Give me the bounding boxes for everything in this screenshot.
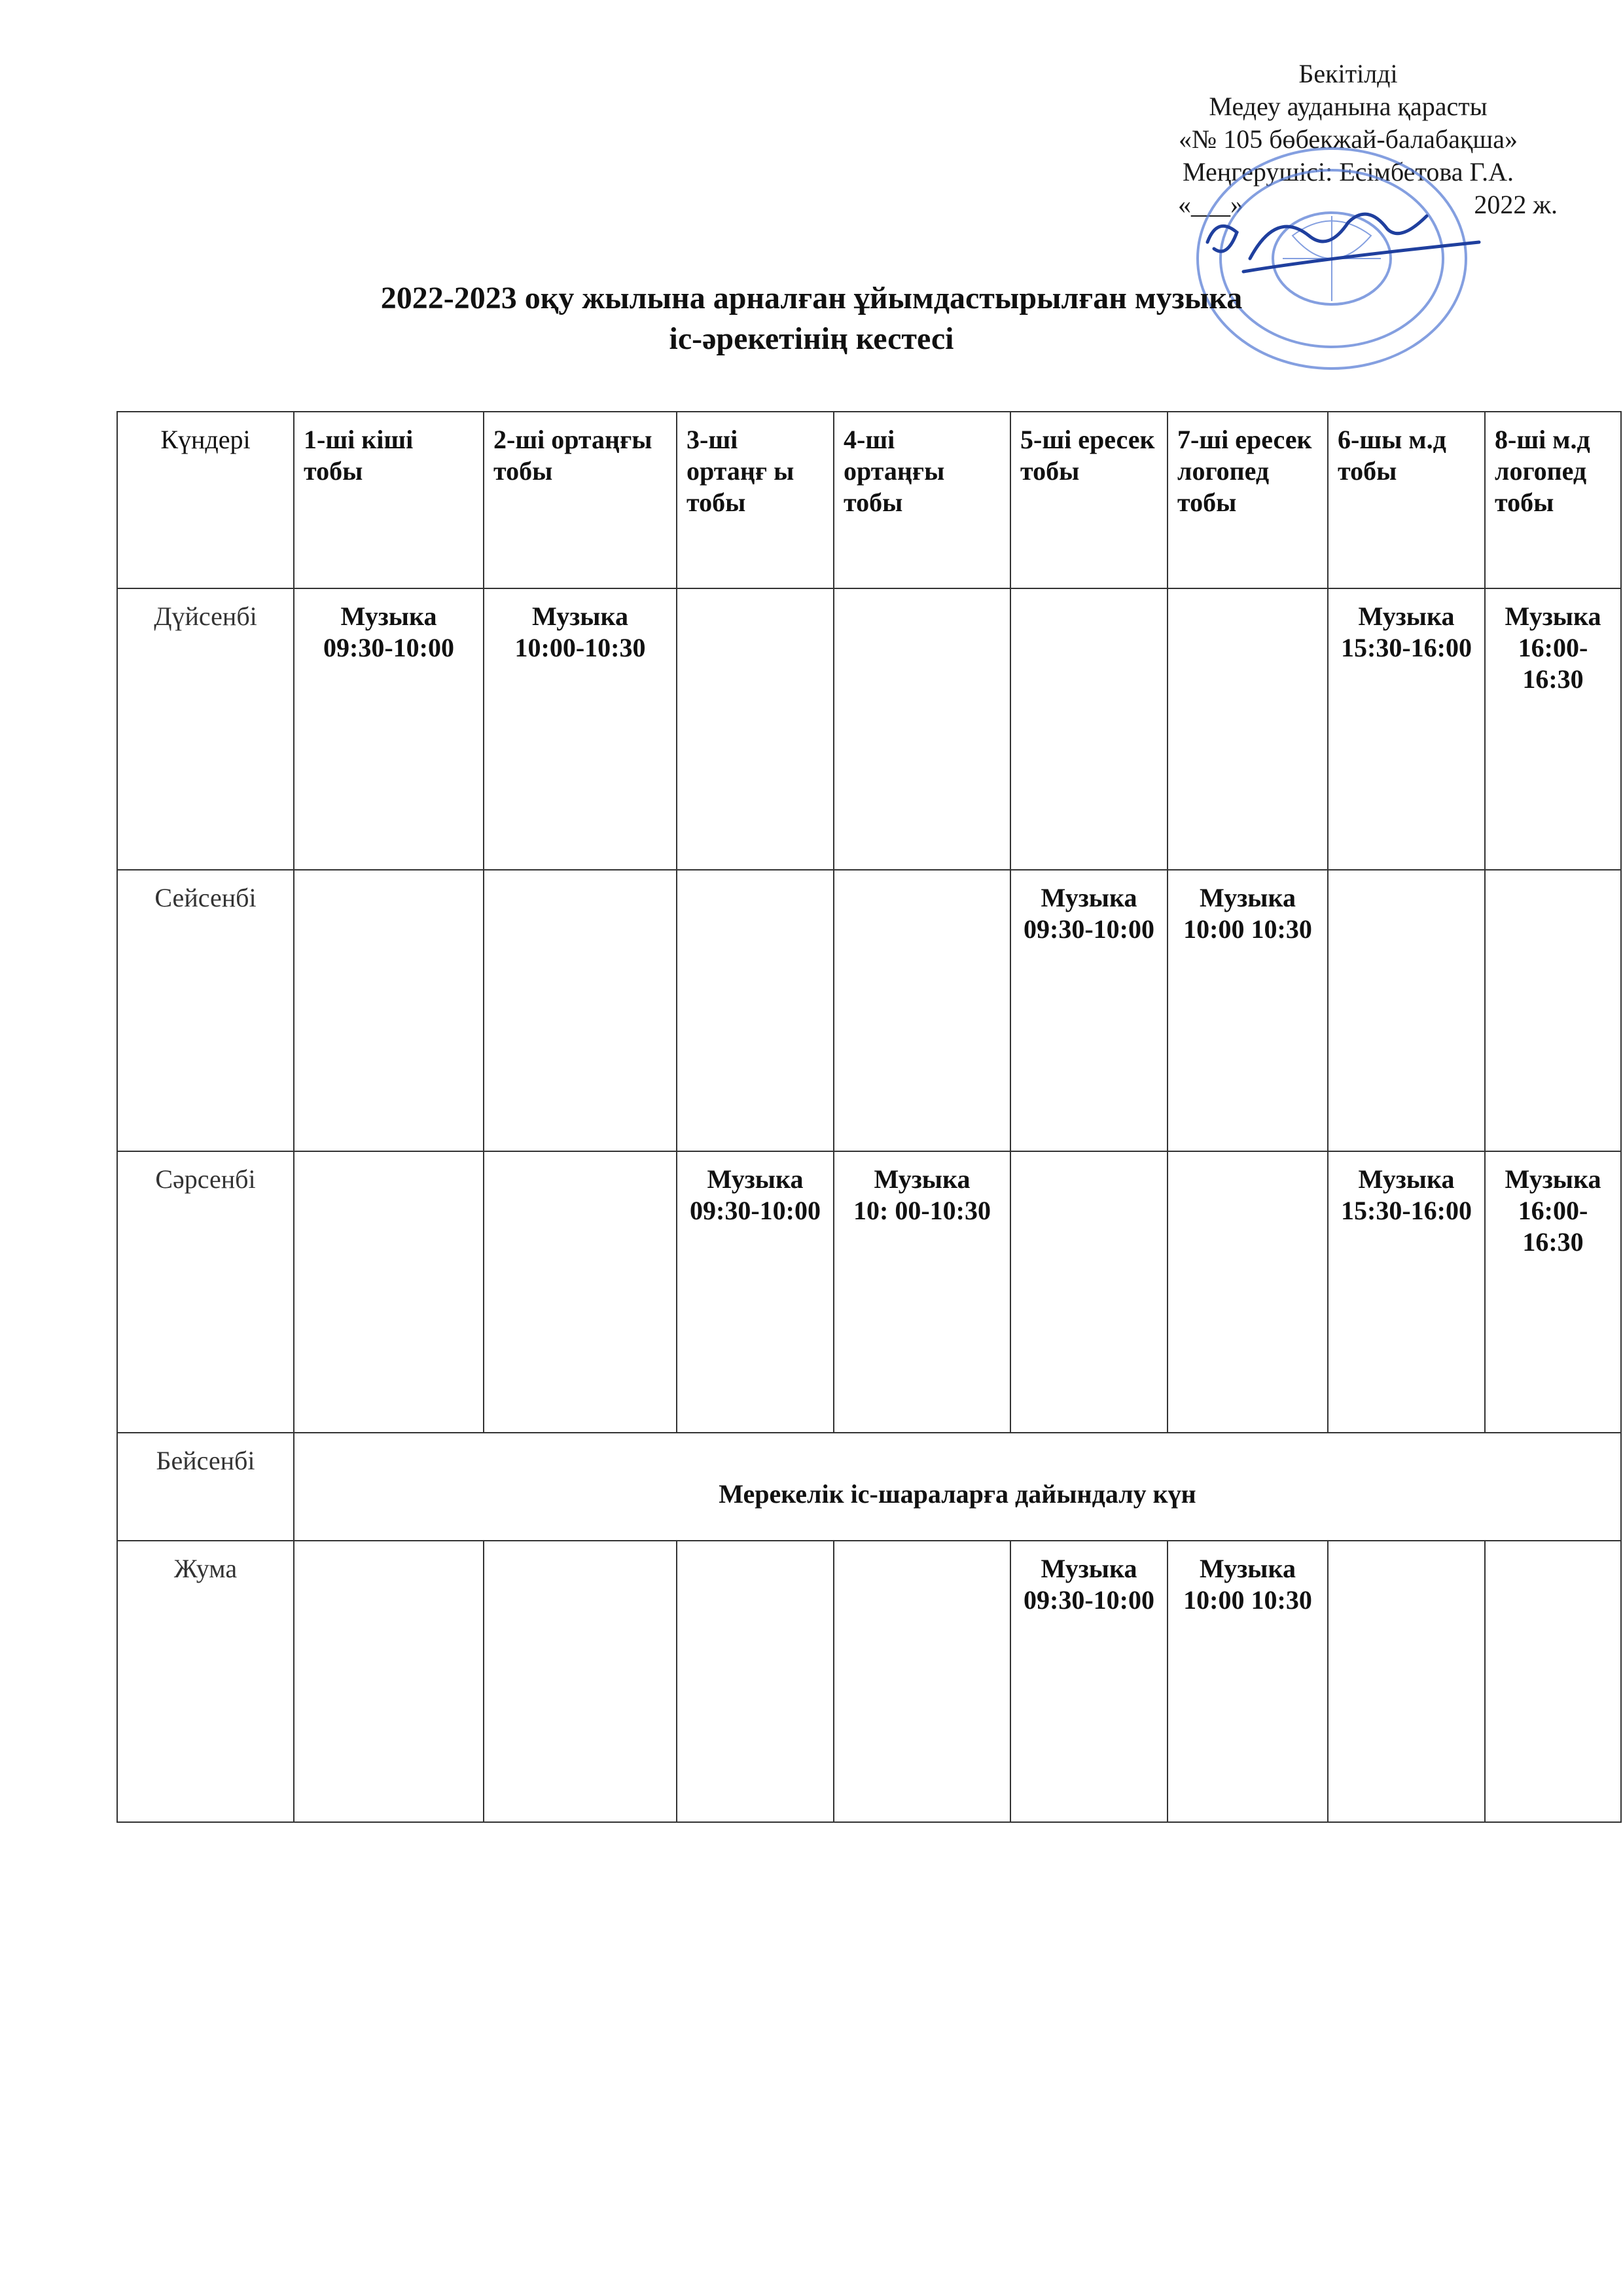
schedule-cell: Музыка 15:30-16:00: [1328, 1151, 1485, 1433]
header-group-4: 4-ші ортаңғы тобы: [834, 412, 1010, 588]
schedule-cell: [294, 1541, 484, 1822]
header-days: Күндері: [117, 412, 294, 588]
table-row: [117, 588, 1621, 870]
schedule-cell: Музыка 09:30-10:00: [677, 1151, 834, 1433]
table-header-row: [117, 412, 1621, 588]
title-line-1: 2022-2023 оқу жылына арналған ұйымдастырылған музыка: [380, 281, 1243, 315]
schedule-cell: [1485, 870, 1621, 1151]
approval-line-3: «№ 105 бөбекжай-балабақша»: [1179, 124, 1518, 154]
schedule-cell: [1328, 1541, 1485, 1822]
schedule-cell: Музыка 09:30-10:00: [1010, 870, 1168, 1151]
approval-line-4: Меңгерушісі: Есімбетова Г.А.: [1183, 157, 1514, 187]
day-cell: Сәрсенбі: [117, 1151, 294, 1433]
schedule-cell: [677, 870, 834, 1151]
header-group-8: 8-ші м.д логопед тобы: [1485, 412, 1621, 588]
approval-line-2: Медеу ауданына қарасты: [1209, 92, 1488, 121]
schedule-cell: [834, 588, 1010, 870]
header-group-5: 5-ші ересек тобы: [1010, 412, 1168, 588]
schedule-cell: Музыка 16:00-16:30: [1485, 1151, 1621, 1433]
approval-date-day: «___»: [1178, 190, 1243, 219]
schedule-cell: [294, 870, 484, 1151]
schedule-cell: [677, 1541, 834, 1822]
title-line-2: іс-әрекетінің кестесі: [669, 321, 954, 356]
schedule-cell: [1010, 588, 1168, 870]
schedule-cell: Музыка 10:00-10:30: [484, 588, 677, 870]
schedule-cell: [294, 1151, 484, 1433]
table-row: [117, 1151, 1621, 1433]
document-title: [0, 278, 1623, 359]
schedule-cell: [1010, 1151, 1168, 1433]
table-row: [117, 1541, 1621, 1822]
schedule-cell: Музыка 16:00-16:30: [1485, 588, 1621, 870]
schedule-cell: [834, 870, 1010, 1151]
schedule-cell: [677, 588, 834, 870]
table-row: [117, 870, 1621, 1151]
day-cell: Дүйсенбі: [117, 588, 294, 870]
day-cell: Жума: [117, 1541, 294, 1822]
schedule-cell: Музыка 09:30-10:00: [1010, 1541, 1168, 1822]
header-group-7: 7-ші ересек логопед тобы: [1168, 412, 1328, 588]
approval-date-year: 2022 ж.: [1474, 190, 1558, 219]
holiday-prep-cell: Мерекелік іс-шараларға дайындалу күн: [294, 1433, 1621, 1541]
schedule-cell: [1328, 870, 1485, 1151]
schedule-cell: [484, 870, 677, 1151]
schedule-cell: Музыка 10:00 10:30: [1168, 870, 1328, 1151]
schedule-cell: [484, 1151, 677, 1433]
schedule-cell: [834, 1541, 1010, 1822]
header-group-3: 3-ші ортаңғ ы тобы: [677, 412, 834, 588]
schedule-cell: Музыка 10: 00-10:30: [834, 1151, 1010, 1433]
schedule-cell: [484, 1541, 677, 1822]
header-group-6: 6-шы м.д тобы: [1328, 412, 1485, 588]
header-group-1: 1-ші кіші тобы: [294, 412, 484, 588]
schedule-cell: Музыка 10:00 10:30: [1168, 1541, 1328, 1822]
schedule-cell: Музыка 09:30-10:00: [294, 588, 484, 870]
schedule-cell: [1485, 1541, 1621, 1822]
schedule-table: [116, 411, 1622, 1823]
schedule-cell: [1168, 1151, 1328, 1433]
schedule-cell: Музыка 15:30-16:00: [1328, 588, 1485, 870]
approval-line-1: Бекітілді: [1298, 59, 1398, 88]
day-cell: Бейсенбі: [117, 1433, 294, 1541]
day-cell: Сейсенбі: [117, 870, 294, 1151]
schedule-cell: [1168, 588, 1328, 870]
table-row: [117, 1433, 1621, 1541]
header-group-2: 2-ші ортаңғы тобы: [484, 412, 677, 588]
